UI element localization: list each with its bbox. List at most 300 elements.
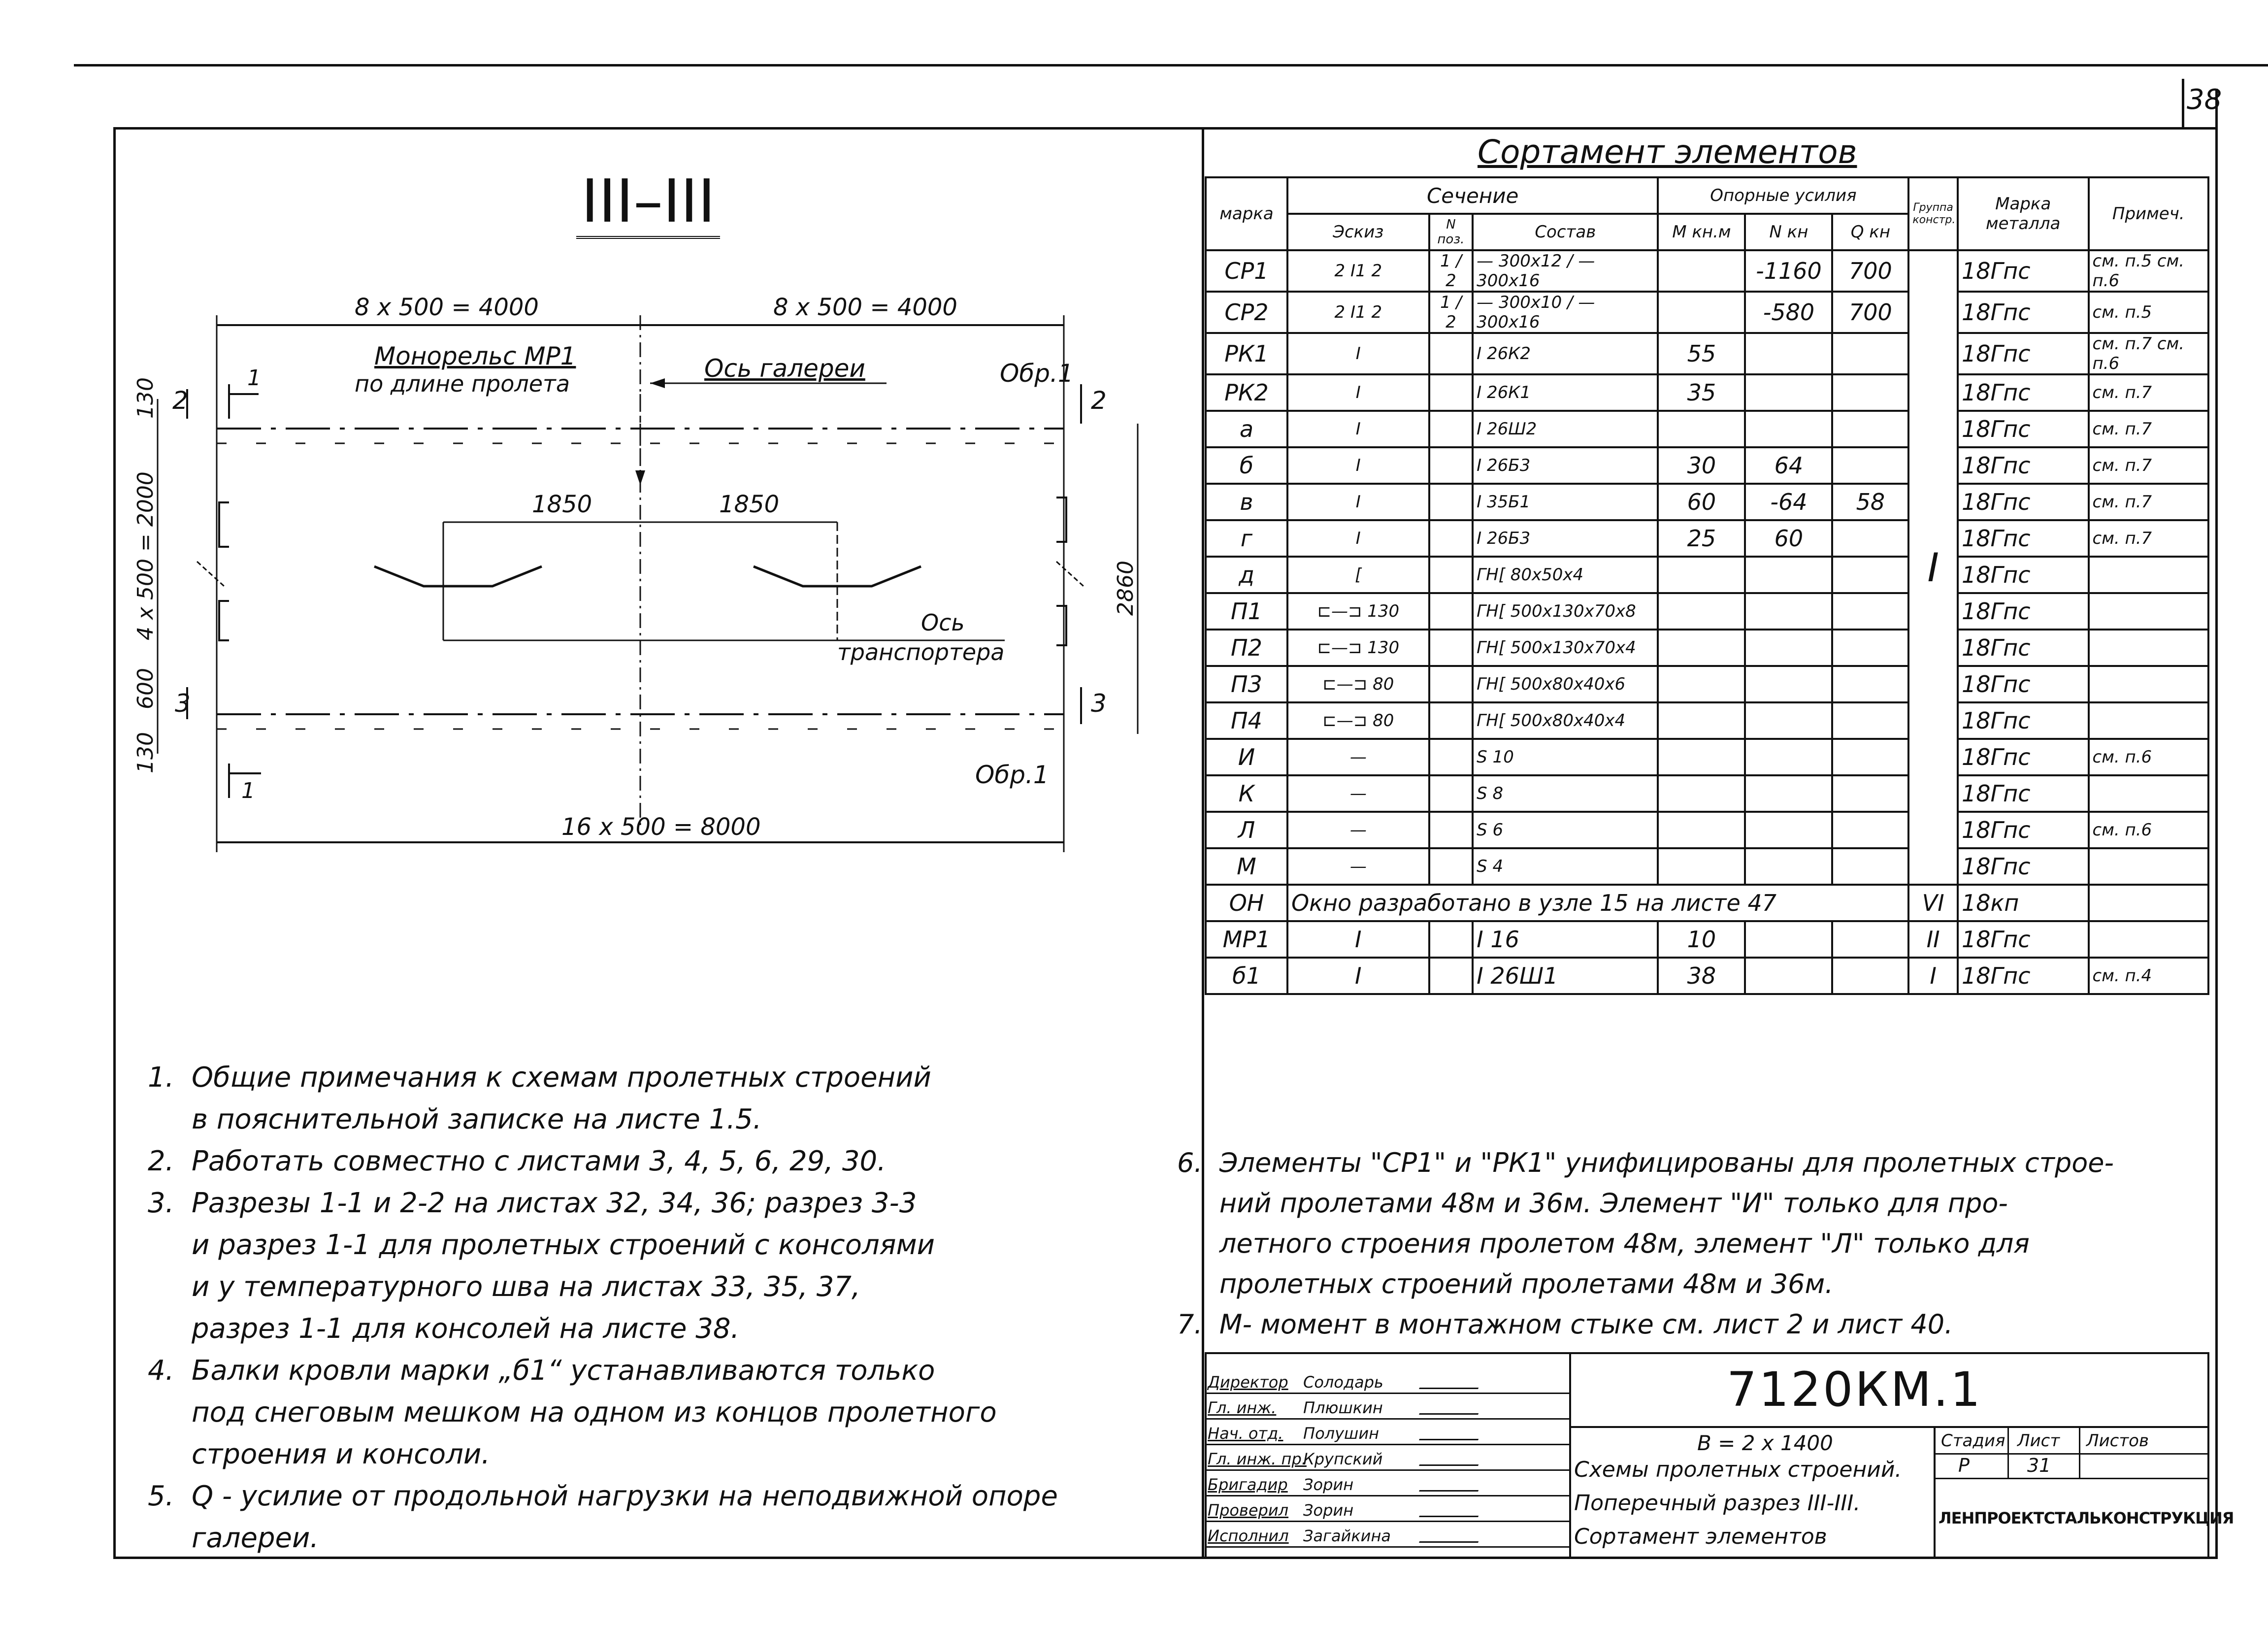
cell-sketch: — bbox=[1287, 812, 1429, 848]
cell-group: II bbox=[1908, 921, 1958, 958]
col-group: Группа констр. bbox=[1908, 177, 1958, 250]
note-line: 3. Разрезы 1-1 и 2-2 на листах 32, 34, 36; разрез 3-3 bbox=[148, 1187, 917, 1219]
cell-m bbox=[1658, 557, 1745, 593]
stamp-person-row bbox=[1205, 1372, 1569, 1394]
cell-note bbox=[2089, 775, 2209, 812]
stamp-name: Загайкина bbox=[1303, 1527, 1391, 1545]
cell-composition: I 26Ш1 bbox=[1473, 958, 1658, 994]
notes-right bbox=[1177, 1143, 2211, 1345]
mark-2-right: 2 bbox=[1091, 386, 1107, 415]
col-m: М кн.м bbox=[1658, 214, 1745, 250]
cell-note: см. п.7 bbox=[2089, 411, 2209, 447]
note-line: и у температурного шва на листах 33, 35, 37, bbox=[148, 1271, 860, 1303]
cell-sketch: I bbox=[1287, 484, 1429, 520]
span-right: 1850 bbox=[719, 491, 780, 518]
stamp-person-row bbox=[1205, 1500, 1569, 1522]
note-line: разрез 1-1 для консолей на листе 38. bbox=[148, 1313, 740, 1345]
signature-mark bbox=[1419, 1529, 1483, 1543]
cell-m bbox=[1658, 292, 1745, 333]
cell-sketch: 2 I1 2 bbox=[1287, 250, 1429, 292]
cell-group: I bbox=[1908, 958, 1958, 994]
cell-composition: — 300x12 / — 300x16 bbox=[1473, 250, 1658, 292]
frame-right bbox=[2215, 89, 2218, 1559]
stamp-name: Крупский bbox=[1303, 1450, 1383, 1468]
cell-composition: S 10 bbox=[1473, 739, 1658, 775]
cell-q bbox=[1832, 666, 1908, 702]
cell-steel: 18Гпс bbox=[1958, 848, 2089, 885]
cell-n bbox=[1745, 702, 1832, 739]
cell-n bbox=[1745, 666, 1832, 702]
title-block bbox=[1205, 1352, 2234, 1559]
cell-steel: 18Гпс bbox=[1958, 520, 2089, 557]
cell-n bbox=[1745, 593, 1832, 630]
cell-n bbox=[1745, 848, 1832, 885]
note-line: летного строения пролетом 48м, элемент "Л" только для bbox=[1177, 1228, 2030, 1259]
cell-mark: ОН bbox=[1206, 885, 1287, 921]
cell-composition: ГН[ 500x130x70x8 bbox=[1473, 593, 1658, 630]
cell-sketch: ⊏—⊐ 80 bbox=[1287, 666, 1429, 702]
cell-q bbox=[1832, 812, 1908, 848]
cell-composition: S 4 bbox=[1473, 848, 1658, 885]
note-line: в пояснительной записке на листе 1.5. bbox=[148, 1103, 762, 1135]
cell-mark: б1 bbox=[1206, 958, 1287, 994]
cell-m: 38 bbox=[1658, 958, 1745, 994]
note-line: под снеговым мешком на одном из концов пролетного bbox=[148, 1396, 997, 1428]
stamp-sheet-label: Лист bbox=[2017, 1431, 2060, 1451]
cell-note: см. п.7 bbox=[2089, 484, 2209, 520]
table-row bbox=[1206, 885, 2208, 921]
cell-mark: П1 bbox=[1206, 593, 1287, 630]
cell-m bbox=[1658, 812, 1745, 848]
col-q: Q кн bbox=[1832, 214, 1908, 250]
cell-note bbox=[2089, 666, 2209, 702]
cell-q bbox=[1832, 593, 1908, 630]
cell-composition: I 26Б3 bbox=[1473, 520, 1658, 557]
cell-pos bbox=[1429, 848, 1473, 885]
cell-pos bbox=[1429, 812, 1473, 848]
col-forces: Опорные усилия bbox=[1658, 177, 1908, 214]
cell-n bbox=[1745, 374, 1832, 411]
cell-pos: 1 / 2 bbox=[1429, 292, 1473, 333]
mark-3-right: 3 bbox=[1091, 689, 1107, 718]
stamp-stage: Р bbox=[1958, 1455, 1970, 1476]
cell-note bbox=[2089, 848, 2209, 885]
cell-mark: П2 bbox=[1206, 630, 1287, 666]
stamp-role: Гл. инж. пр. bbox=[1208, 1450, 1307, 1468]
stamp-name: Солодарь bbox=[1303, 1373, 1383, 1392]
cell-mark: СР1 bbox=[1206, 250, 1287, 292]
table-row bbox=[1206, 520, 2208, 557]
cell-group: VI bbox=[1908, 885, 1958, 921]
table-row bbox=[1206, 250, 2208, 292]
cell-m: 30 bbox=[1658, 447, 1745, 484]
note-line: пролетных строений пролетами 48м и 36м. bbox=[1177, 1268, 1834, 1299]
cell-steel: 18Гпс bbox=[1958, 921, 2089, 958]
cell-mark: РК1 bbox=[1206, 333, 1287, 374]
cell-note bbox=[2089, 630, 2209, 666]
cell-mark: в bbox=[1206, 484, 1287, 520]
cell-m bbox=[1658, 848, 1745, 885]
cell-pos bbox=[1429, 630, 1473, 666]
cell-q bbox=[1832, 557, 1908, 593]
cell-mark: К bbox=[1206, 775, 1287, 812]
cell-q bbox=[1832, 374, 1908, 411]
cell-n: -1160 bbox=[1745, 250, 1832, 292]
note-line: 1. Общие примечания к схемам пролетных строений bbox=[148, 1062, 931, 1094]
cell-q bbox=[1832, 333, 1908, 374]
note-line: и разрез 1-1 для пролетных строений с консолями bbox=[148, 1229, 935, 1261]
top-rule bbox=[74, 64, 2268, 66]
table-row bbox=[1206, 411, 2208, 447]
cell-n bbox=[1745, 958, 1832, 994]
cell-n bbox=[1745, 739, 1832, 775]
cell-pos bbox=[1429, 557, 1473, 593]
dim-top-left: 8 x 500 = 4000 bbox=[355, 294, 539, 321]
stamp-desc-line: Поперечный разрез III-III. bbox=[1574, 1491, 1861, 1516]
cell-composition: I 16 bbox=[1473, 921, 1658, 958]
cell-n bbox=[1745, 630, 1832, 666]
cell-mark: П4 bbox=[1206, 702, 1287, 739]
cell-n: -580 bbox=[1745, 292, 1832, 333]
cell-pos bbox=[1429, 520, 1473, 557]
cell-steel: 18Гпс bbox=[1958, 702, 2089, 739]
table-row bbox=[1206, 739, 2208, 775]
cell-m: 35 bbox=[1658, 374, 1745, 411]
cell-sketch: I bbox=[1287, 333, 1429, 374]
stamp-people bbox=[1205, 1352, 1569, 1559]
note-line: ний пролетами 48м и 36м. Элемент "И" только для про- bbox=[1177, 1188, 2008, 1219]
cell-sketch: I bbox=[1287, 958, 1429, 994]
note-line: 5. Q - усилие от продольной нагрузки на неподвижной опоре bbox=[148, 1480, 1058, 1512]
cell-note bbox=[2089, 593, 2209, 630]
dim-right-vertical: 2860 bbox=[1113, 561, 1138, 616]
cell-mark: б bbox=[1206, 447, 1287, 484]
cell-mark: РК2 bbox=[1206, 374, 1287, 411]
col-pos: N поз. bbox=[1429, 214, 1473, 250]
cell-composition: I 26Б3 bbox=[1473, 447, 1658, 484]
cell-composition: ГН[ 500x130x70x4 bbox=[1473, 630, 1658, 666]
cell-m bbox=[1658, 739, 1745, 775]
obr-top-label: Обр.1 bbox=[1000, 359, 1074, 388]
notes-left bbox=[148, 1057, 1182, 1559]
cell-steel: 18Гпс bbox=[1958, 557, 2089, 593]
cell-note: см. п.6 bbox=[2089, 739, 2209, 775]
svg-text:1: 1 bbox=[247, 365, 261, 391]
stamp-person-row bbox=[1205, 1423, 1569, 1445]
cell-mark: СР2 bbox=[1206, 292, 1287, 333]
cell-sketch: ⊏—⊐ 80 bbox=[1287, 702, 1429, 739]
gallery-axis-label: Ось галереи bbox=[704, 354, 865, 383]
cell-n bbox=[1745, 775, 1832, 812]
cell-q bbox=[1832, 702, 1908, 739]
obr-bottom-label: Обр.1 bbox=[975, 761, 1049, 789]
stamp-name: Плюшкин bbox=[1303, 1398, 1383, 1417]
table-row bbox=[1206, 374, 2208, 411]
stamp-name: Зорин bbox=[1303, 1475, 1354, 1494]
cell-note: см. п.7 bbox=[2089, 374, 2209, 411]
table-row bbox=[1206, 775, 2208, 812]
conveyor-axis-label: Ось bbox=[921, 609, 965, 636]
frame-left bbox=[113, 127, 116, 1558]
signature-mark bbox=[1419, 1401, 1483, 1415]
stamp-person-row bbox=[1205, 1474, 1569, 1496]
cell-q: 700 bbox=[1832, 292, 1908, 333]
stamp-role: Директор bbox=[1208, 1373, 1288, 1392]
cell-steel: 18Гпс bbox=[1958, 374, 2089, 411]
sortament-title: Сортамент элементов bbox=[1478, 133, 1857, 171]
cell-note: см. п.7 bbox=[2089, 520, 2209, 557]
cell-sketch: ⊏—⊐ 130 bbox=[1287, 630, 1429, 666]
dim-bottom: 16 x 500 = 8000 bbox=[561, 813, 761, 841]
cell-mark: П3 bbox=[1206, 666, 1287, 702]
stamp-role: Проверил bbox=[1208, 1501, 1289, 1520]
cell-note bbox=[2089, 702, 2209, 739]
cell-pos: 1 / 2 bbox=[1429, 250, 1473, 292]
stamp-code: 7120КМ.1 bbox=[1727, 1362, 1982, 1417]
section-title: III–III bbox=[576, 167, 720, 239]
sortament-body bbox=[1206, 250, 2208, 994]
signature-mark bbox=[1419, 1427, 1483, 1440]
cell-q bbox=[1832, 958, 1908, 994]
cell-n: -64 bbox=[1745, 484, 1832, 520]
cell-q bbox=[1832, 447, 1908, 484]
cell-note: см. п.5 bbox=[2089, 292, 2209, 333]
cell-n: 64 bbox=[1745, 447, 1832, 484]
cell-q bbox=[1832, 411, 1908, 447]
dim-left-600: 600 bbox=[133, 668, 158, 709]
table-row bbox=[1206, 958, 2208, 994]
cell-sketch: [ bbox=[1287, 557, 1429, 593]
col-sketch: Эскиз bbox=[1287, 214, 1429, 250]
cell-q bbox=[1832, 775, 1908, 812]
cell-note: см. п.6 bbox=[2089, 812, 2209, 848]
cell-n bbox=[1745, 411, 1832, 447]
table-row bbox=[1206, 484, 2208, 520]
cell-m: 60 bbox=[1658, 484, 1745, 520]
cell-pos bbox=[1429, 411, 1473, 447]
cell-m: 10 bbox=[1658, 921, 1745, 958]
table-row bbox=[1206, 593, 2208, 630]
stamp-person-row bbox=[1205, 1526, 1569, 1548]
cell-m bbox=[1658, 702, 1745, 739]
stamp-role: Бригадир bbox=[1208, 1475, 1288, 1494]
cell-pos bbox=[1429, 447, 1473, 484]
cell-composition: I 35Б1 bbox=[1473, 484, 1658, 520]
cell-sketch: — bbox=[1287, 848, 1429, 885]
cell-m bbox=[1658, 666, 1745, 702]
stamp-description bbox=[1574, 1453, 1929, 1554]
mark-3-left: 3 bbox=[175, 689, 191, 718]
cell-steel: 18Гпс bbox=[1958, 250, 2089, 292]
cell-sketch: — bbox=[1287, 775, 1429, 812]
cell-pos bbox=[1429, 484, 1473, 520]
stamp-subtitle: В = 2 х 1400 bbox=[1697, 1431, 1833, 1455]
cell-note bbox=[2089, 885, 2209, 921]
note-line: 4. Балки кровли марки „б1“ устанавливаются только bbox=[148, 1355, 935, 1387]
cell-steel: 18Гпс bbox=[1958, 411, 2089, 447]
stamp-sheet: 31 bbox=[2027, 1455, 2051, 1476]
cell-q bbox=[1832, 630, 1908, 666]
col-mark: марка bbox=[1206, 177, 1287, 250]
col-composition: Состав bbox=[1473, 214, 1658, 250]
cell-mark: г bbox=[1206, 520, 1287, 557]
cell-pos bbox=[1429, 666, 1473, 702]
stamp-stage-label: Стадия bbox=[1941, 1431, 2005, 1451]
signature-mark bbox=[1419, 1453, 1483, 1466]
table-row bbox=[1206, 702, 2208, 739]
cell-sketch: 2 I1 2 bbox=[1287, 292, 1429, 333]
cell-m: 25 bbox=[1658, 520, 1745, 557]
cell-note bbox=[2089, 921, 2209, 958]
cell-steel: 18Гпс bbox=[1958, 447, 2089, 484]
cell-steel: 18Гпс bbox=[1958, 333, 2089, 374]
sortament-table bbox=[1205, 176, 2209, 995]
col-steel: Марка металла bbox=[1958, 177, 2089, 250]
cell-steel: 18Гпс bbox=[1958, 666, 2089, 702]
table-row bbox=[1206, 630, 2208, 666]
cell-note: см. п.7 bbox=[2089, 447, 2209, 484]
cell-q bbox=[1832, 739, 1908, 775]
cell-pos bbox=[1429, 593, 1473, 630]
cell-m bbox=[1658, 411, 1745, 447]
cell-mark: М bbox=[1206, 848, 1287, 885]
stamp-sheets-label: Листов bbox=[2086, 1431, 2149, 1451]
stamp-desc-line: Схемы пролетных строений. bbox=[1574, 1457, 1902, 1482]
cell-steel: 18Гпс bbox=[1958, 630, 2089, 666]
stamp-desc-line: Сортамент элементов bbox=[1574, 1524, 1827, 1549]
cell-m bbox=[1658, 593, 1745, 630]
cell-group: I bbox=[1908, 250, 1958, 885]
cell-pos bbox=[1429, 739, 1473, 775]
cell-sketch: — bbox=[1287, 739, 1429, 775]
stamp-role: Нач. отд. bbox=[1208, 1424, 1283, 1443]
cell-mark: Л bbox=[1206, 812, 1287, 848]
cell-note: см. п.4 bbox=[2089, 958, 2209, 994]
cell-sketch: ⊏—⊐ 130 bbox=[1287, 593, 1429, 630]
dim-left-130-bottom: 130 bbox=[133, 732, 158, 773]
cell-m: 55 bbox=[1658, 333, 1745, 374]
cell-n bbox=[1745, 921, 1832, 958]
cell-note: см. п.5 см. п.6 bbox=[2089, 250, 2209, 292]
cell-steel: 18Гпс bbox=[1958, 958, 2089, 994]
cell-q: 58 bbox=[1832, 484, 1908, 520]
cell-sketch: I bbox=[1287, 447, 1429, 484]
dim-top-right: 8 x 500 = 4000 bbox=[773, 294, 957, 321]
cell-pos bbox=[1429, 702, 1473, 739]
stamp-name: Полушин bbox=[1303, 1424, 1380, 1443]
cell-steel: 18Гпс bbox=[1958, 812, 2089, 848]
cell-pos bbox=[1429, 374, 1473, 411]
cell-mark: МР1 bbox=[1206, 921, 1287, 958]
table-row bbox=[1206, 447, 2208, 484]
cell-q bbox=[1832, 520, 1908, 557]
note-line: 7. М- момент в монтажном стыке см. лист 2 и лист 40. bbox=[1177, 1309, 1953, 1340]
cell-steel: 18Гпс bbox=[1958, 775, 2089, 812]
cell-composition: ГН[ 500x80x40x4 bbox=[1473, 702, 1658, 739]
cell-q: 700 bbox=[1832, 250, 1908, 292]
cell-n bbox=[1745, 812, 1832, 848]
cell-steel: 18кп bbox=[1958, 885, 2089, 921]
cell-composition: ГН[ 500x80x40x6 bbox=[1473, 666, 1658, 702]
signature-mark bbox=[1419, 1504, 1483, 1517]
note-line: 2. Работать совместно с листами 3, 4, 5, 6, 29, 30. bbox=[148, 1145, 886, 1177]
stamp-person-row bbox=[1205, 1397, 1569, 1420]
span-left: 1850 bbox=[532, 491, 592, 518]
monorail-label: Монорельс МР1 bbox=[374, 342, 576, 370]
table-row bbox=[1206, 812, 2208, 848]
cell-q bbox=[1832, 848, 1908, 885]
cell-m bbox=[1658, 775, 1745, 812]
cell-m bbox=[1658, 630, 1745, 666]
cell-pos bbox=[1429, 921, 1473, 958]
note-line: галереи. bbox=[148, 1522, 319, 1554]
cell-mark: а bbox=[1206, 411, 1287, 447]
table-row bbox=[1206, 921, 2208, 958]
signature-mark bbox=[1419, 1376, 1483, 1389]
cell-sketch: I bbox=[1287, 374, 1429, 411]
cell-pos bbox=[1429, 958, 1473, 994]
cell-okno-text: Окно разработано в узле 15 на листе 47 bbox=[1287, 885, 1908, 921]
stamp-org: ЛЕНПРОЕКТСТАЛЬКОНСТРУКЦИЯ bbox=[1939, 1509, 2234, 1527]
cell-n: 60 bbox=[1745, 520, 1832, 557]
cell-steel: 18Гпс bbox=[1958, 593, 2089, 630]
cell-pos bbox=[1429, 775, 1473, 812]
table-row bbox=[1206, 333, 2208, 374]
cell-steel: 18Гпс bbox=[1958, 484, 2089, 520]
table-row bbox=[1206, 848, 2208, 885]
cell-steel: 18Гпс bbox=[1958, 739, 2089, 775]
cell-steel: 18Гпс bbox=[1958, 292, 2089, 333]
cell-composition: ГН[ 80x50x4 bbox=[1473, 557, 1658, 593]
cell-note: см. п.7 см. п.6 bbox=[2089, 333, 2209, 374]
table-row bbox=[1206, 292, 2208, 333]
stamp-role: Гл. инж. bbox=[1208, 1398, 1277, 1417]
cell-n bbox=[1745, 557, 1832, 593]
conveyor-axis-sublabel: транспортера bbox=[837, 639, 1005, 665]
cell-mark: д bbox=[1206, 557, 1287, 593]
stamp-person-row bbox=[1205, 1449, 1569, 1471]
cell-pos bbox=[1429, 333, 1473, 374]
cell-composition: I 26К1 bbox=[1473, 374, 1658, 411]
col-n: N кн bbox=[1745, 214, 1832, 250]
table-row bbox=[1206, 557, 2208, 593]
sheet-number: 38 bbox=[2187, 84, 2222, 116]
stamp-role: Исполнил bbox=[1208, 1527, 1289, 1545]
col-section: Сечение bbox=[1287, 177, 1658, 214]
dim-left-130-top: 130 bbox=[133, 377, 158, 419]
cell-n bbox=[1745, 333, 1832, 374]
signature-mark bbox=[1419, 1478, 1483, 1492]
cell-composition: I 26К2 bbox=[1473, 333, 1658, 374]
cell-mark: И bbox=[1206, 739, 1287, 775]
section-drawing bbox=[118, 276, 1197, 867]
table-row bbox=[1206, 666, 2208, 702]
note-line: 6. Элементы "СР1" и "РК1" унифицированы для пролетных строе- bbox=[1177, 1147, 2114, 1178]
cell-composition: S 8 bbox=[1473, 775, 1658, 812]
cell-composition: S 6 bbox=[1473, 812, 1658, 848]
col-note: Примеч. bbox=[2089, 177, 2209, 250]
frame-top bbox=[113, 127, 2216, 130]
cell-sketch: I bbox=[1287, 411, 1429, 447]
cell-sketch: I bbox=[1287, 520, 1429, 557]
stamp-name: Зорин bbox=[1303, 1501, 1354, 1520]
monorail-sublabel: по длине пролета bbox=[355, 370, 570, 397]
cell-q bbox=[1832, 921, 1908, 958]
mark-1-bottom: 1 bbox=[241, 778, 255, 803]
cell-composition: — 300x10 / — 300x16 bbox=[1473, 292, 1658, 333]
cell-composition: I 26Ш2 bbox=[1473, 411, 1658, 447]
cell-sketch: I bbox=[1287, 921, 1429, 958]
